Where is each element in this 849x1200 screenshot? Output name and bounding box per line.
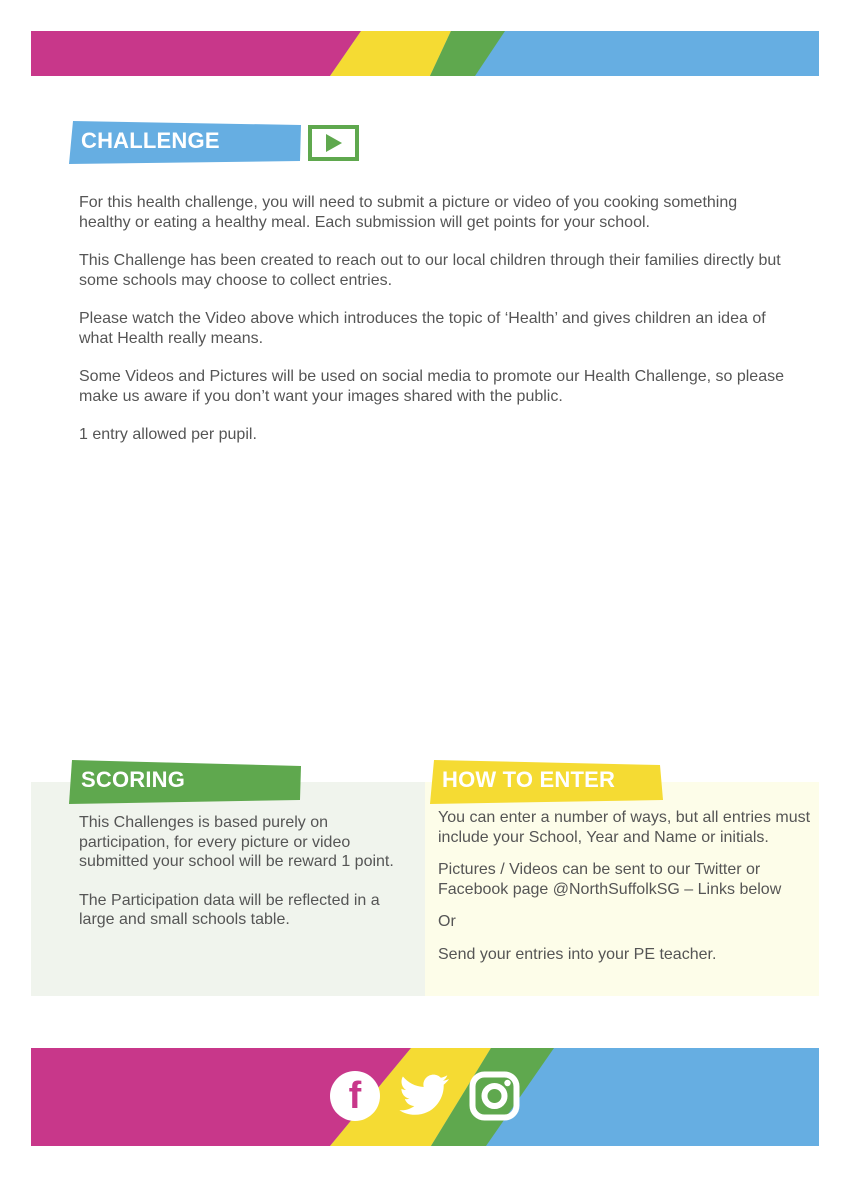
how-to-enter-paragraph: Send your entries into your PE teacher. — [438, 945, 717, 963]
twitter-icon[interactable] — [397, 1073, 451, 1119]
challenge-heading: CHALLENGE — [81, 128, 220, 153]
facebook-glyph: f — [348, 1075, 362, 1117]
how-to-enter-heading: HOW TO ENTER — [442, 767, 616, 792]
scoring-paragraph: This Challenges is based purely on participation, for every picture or video submitted your school will be reward 1 point. — [79, 814, 394, 870]
how-to-enter-paragraph: You can enter a number of ways, but all entries must include your School, Year and Name or initials. — [438, 809, 811, 846]
header-band — [31, 31, 819, 76]
challenge-paragraph: Please watch the Video above which introduces the topic of ‘Health’ and gives children an idea of what Health really means. — [79, 310, 766, 347]
instagram-icon[interactable] — [469, 1071, 521, 1121]
how-to-enter-heading-tag — [430, 760, 663, 800]
scoring-heading: SCORING — [81, 767, 186, 792]
challenge-paragraph: 1 entry allowed per pupil. — [79, 426, 257, 443]
challenge-paragraph: For this health challenge, you will need to submit a picture or video of you cooking something healthy or eating a healthy meal. Each submission will get points for your school. — [79, 194, 738, 231]
facebook-icon[interactable] — [329, 1070, 381, 1122]
play-icon[interactable] — [308, 125, 359, 161]
challenge-body — [79, 193, 791, 464]
how-to-enter-paragraph: Or — [438, 913, 456, 930]
challenge-paragraph: Some Videos and Pictures will be used on social media to promote our Health Challenge, so please make us aware if you don’t want your images shared with the public. — [79, 368, 784, 405]
how-to-enter-panel — [425, 782, 819, 996]
scoring-heading-tag — [69, 760, 301, 800]
challenge-paragraph: This Challenge has been created to reach out to our local children through their families directly but some schools may choose to collect entries. — [79, 252, 781, 289]
scoring-paragraph: The Participation data will be reflected in a large and small schools table. — [79, 891, 380, 928]
scoring-panel — [31, 782, 425, 996]
scoring-body — [79, 813, 405, 949]
challenge-heading-tag — [69, 121, 301, 161]
how-to-enter-paragraph: Pictures / Videos can be sent to our Twitter or Facebook page @NorthSuffolkSG – Links below — [438, 861, 782, 898]
how-to-enter-body — [438, 808, 813, 983]
